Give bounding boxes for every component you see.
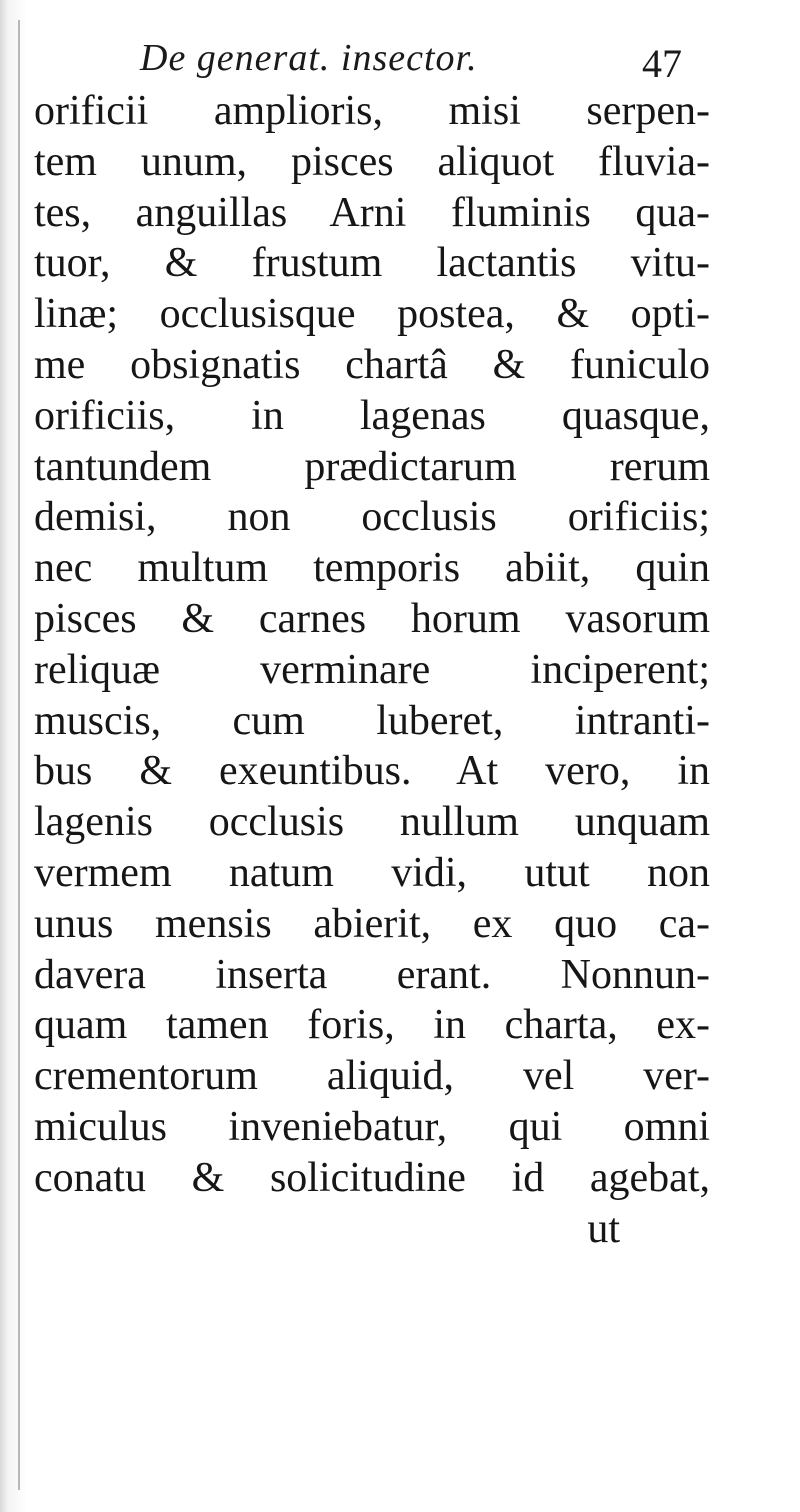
binding-edge-line [18, 20, 20, 1490]
text-line: tes, anguillas Arni fluminis qua- [34, 189, 710, 236]
text-line: orificiis, in lagenas quasque, [34, 392, 710, 439]
body-text [34, 86, 774, 1254]
text-line: muscis, cum luberet, intranti- [34, 697, 710, 744]
text-line: tantundem prædictarum rerum [34, 443, 710, 490]
text-line: lagenis occlusis nullum unquam [34, 799, 710, 846]
text-line: tuor, & frustum lactantis vitu- [34, 240, 710, 287]
text-line: orificii amplioris, misi serpen- [34, 88, 710, 134]
text-line: miculus inveniebatur, qui omni [34, 1103, 710, 1150]
text-line: vermem natum vidi, utut non [34, 849, 710, 896]
binding-gutter [0, 0, 28, 1512]
text-line: pisces & carnes horum vasorum [34, 595, 710, 642]
text-line: tem unum, pisces aliquot fluvia- [34, 138, 710, 185]
text-line: demisi, non occlusis orificiis; [34, 494, 710, 541]
text-line: reliquæ verminare inciperent; [34, 646, 710, 693]
text-line: unus mensis abierit, ex quo ca- [34, 900, 710, 947]
text-line: me obsignatis chartâ & funiculo [34, 341, 710, 388]
text-line: linæ; occlusisque postea, & opti- [34, 291, 710, 338]
text-line: quam tamen foris, in charta, ex- [34, 1002, 710, 1049]
text-line: crementorum aliquid, vel ver- [34, 1053, 710, 1100]
page-number: 47 [642, 41, 682, 86]
text-line: davera inserta erant. Nonnun- [34, 951, 710, 998]
text-line: conatu & solicitudine id agebat, [34, 1154, 710, 1201]
text-line: bus & exeuntibus. At vero, in [34, 748, 710, 795]
running-head: De generat. insector. [140, 37, 478, 79]
catchword: ut [587, 1205, 620, 1252]
text-line: nec multum temporis abiit, quin [34, 545, 710, 592]
